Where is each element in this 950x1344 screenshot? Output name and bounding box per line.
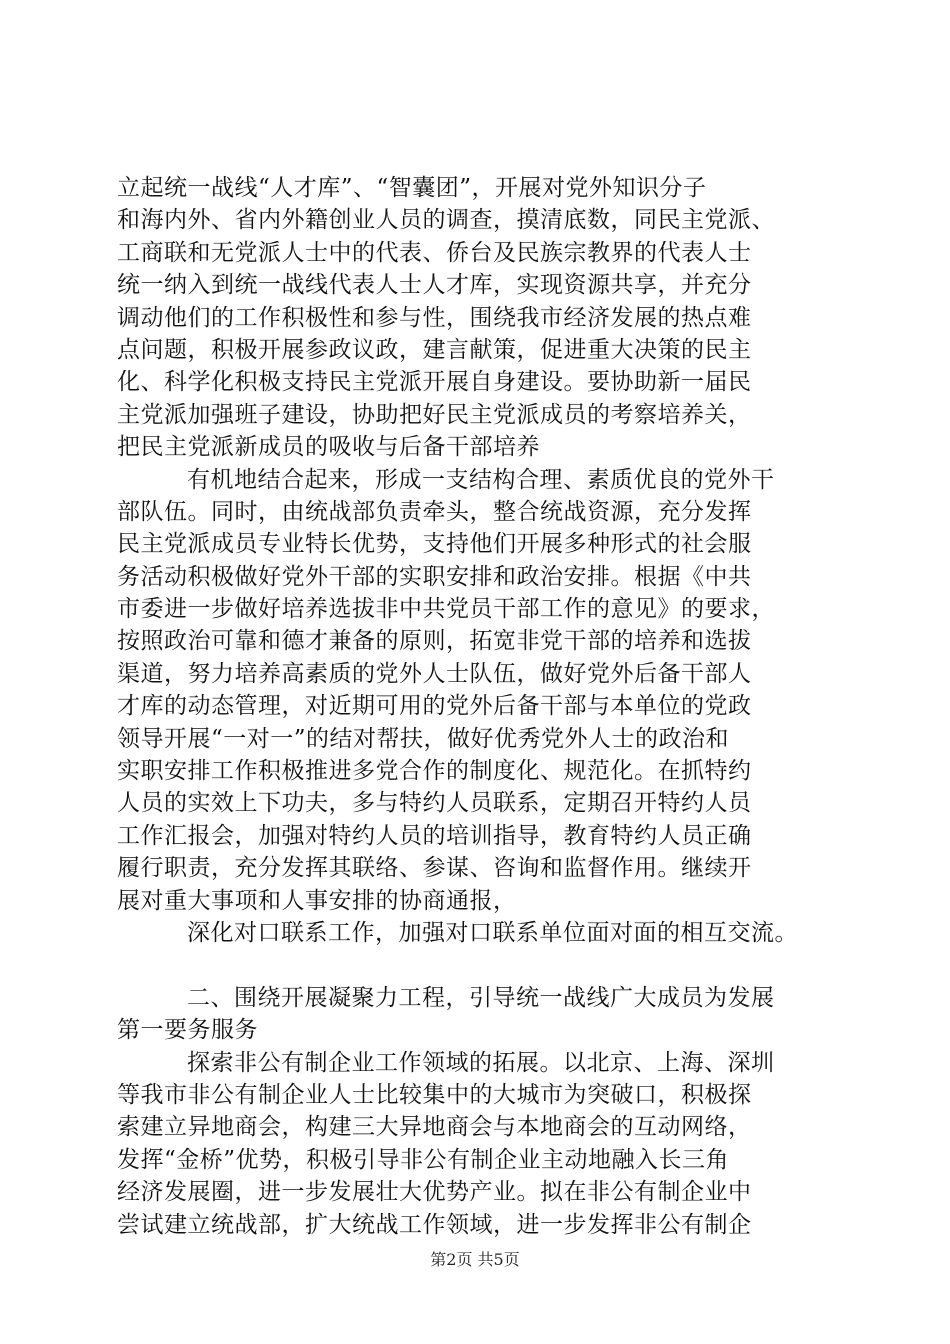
- document-body: [117, 172, 837, 1241]
- text-line: 部队伍。同时，由统战部负责牵头，整合统战资源，充分发挥: [117, 498, 752, 525]
- text-line: 务活动积极做好党外干部的实职安排和政治安排。根据《中共: [117, 563, 752, 590]
- text-line: 等我市非公有制企业人士比较集中的大城市为突破口，积极探: [117, 1081, 752, 1108]
- text-line: 把民主党派新成员的吸收与后备干部培养: [117, 434, 540, 461]
- text-line: 工作汇报会，加强对特约人员的培训指导，教育特约人员正确: [117, 822, 752, 849]
- text-line: 实职安排工作积极推进多党合作的制度化、规范化。在抓特约: [117, 758, 752, 785]
- text-line: 尝试建立统战部，扩大统战工作领域，进一步发挥非公有制企: [117, 1211, 752, 1238]
- text-line: 渠道，努力培养高素质的党外人士队伍，做好党外后备干部人: [117, 660, 752, 687]
- paragraph-first-line: 深化对口联系工作，加强对口联系单位面对面的相互交流。: [187, 919, 798, 946]
- section-heading-line: 第一要务服务: [117, 1017, 258, 1044]
- text-line: 索建立异地商会，构建三大异地商会与本地商会的互动网络，: [117, 1114, 752, 1141]
- paragraph-first-line: 有机地结合起来，形成一支结构合理、素质优良的党外干: [187, 466, 775, 493]
- text-line: 才库的动态管理，对近期可用的党外后备干部与本单位的党政: [117, 693, 752, 720]
- text-line: 立起统一战线“人才库”、“智囊团”，开展对党外知识分子: [117, 175, 707, 201]
- text-line: 人员的实效上下功夫，多与特约人员联系，定期召开特约人员: [117, 790, 752, 817]
- text-line: 化、科学化积极支持民主党派开展自身建设。要协助新一届民: [117, 369, 752, 396]
- section-heading-line: 二、围绕开展凝聚力工程，引导统一战线广大成员为发展: [187, 984, 775, 1011]
- text-line: 民主党派成员专业特长优势，支持他们开展多种形式的社会服: [117, 531, 752, 558]
- paragraph-spacer: [117, 949, 837, 981]
- paragraph-first-line: 探索非公有制企业工作领域的拓展。以北京、上海、深圳: [187, 1049, 775, 1076]
- page-number: 第2页 共5页: [430, 1250, 520, 1269]
- text-line: 统一纳入到统一战线代表人士人才库，实现资源共享，并充分: [117, 272, 752, 299]
- text-line: 领导开展“一对一”的结对帮扶，做好优秀党外人士的政治和: [117, 725, 730, 752]
- text-line: 调动他们的工作积极性和参与性，围绕我市经济发展的热点难: [117, 304, 752, 331]
- text-line: 经济发展圈，进一步发展壮大优势产业。拟在非公有制企业中: [117, 1179, 752, 1206]
- text-line: 和海内外、省内外籍创业人员的调查，摸清底数，同民主党派、: [117, 207, 775, 234]
- text-line: 点问题，积极开展参政议政，建言献策，促进重大决策的民主: [117, 336, 752, 363]
- text-line: 工商联和无党派人士中的代表、侨台及民族宗教界的代表人士: [117, 239, 752, 266]
- text-line: 发挥“金桥”优势，积极引导非公有制企业主动地融入长三角: [117, 1146, 730, 1173]
- text-line: 市委进一步做好培养选拔非中共党员干部工作的意见》的要求，: [117, 596, 775, 623]
- text-line: 展对重大事项和人事安排的协商通报，: [117, 887, 517, 914]
- text-line: 按照政治可靠和德才兼备的原则，拓宽非党干部的培养和选拔: [117, 628, 752, 655]
- text-line: 履行职责，充分发挥其联络、参谋、咨询和监督作用。继续开: [117, 855, 752, 882]
- text-line: 主党派加强班子建设，协助把好民主党派成员的考察培养关，: [117, 401, 752, 428]
